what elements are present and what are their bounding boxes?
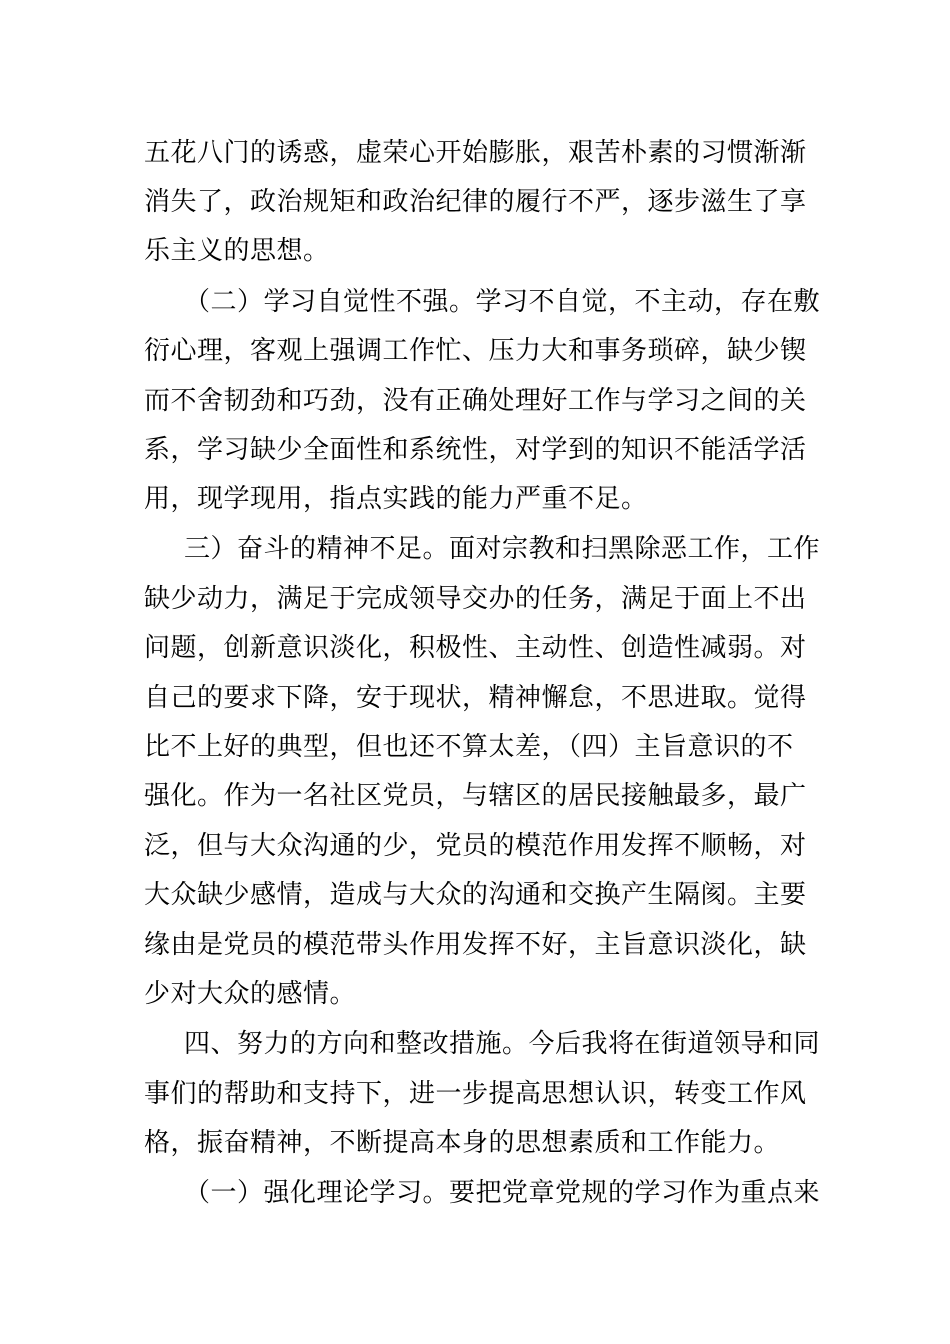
text-line: 自己的要求下降，安于现状，精神懈怠，不思进取。觉得 xyxy=(144,683,807,713)
text-line: 而不舍韧劲和巧劲，没有正确处理好工作与学习之间的关 xyxy=(144,386,807,416)
text-line: 衍心理，客观上强调工作忙、压力大和事务琐碎，缺少锲 xyxy=(144,336,807,366)
text-line: 事们的帮助和支持下，进一步提高思想认识，转变工作风 xyxy=(144,1079,807,1109)
text-line: 格，振奋精神，不断提高本身的思想素质和工作能力。 xyxy=(144,1128,781,1158)
text-line: 缺少动力，满足于完成领导交办的任务，满足于面上不出 xyxy=(144,584,807,614)
text-line: 少对大众的感情。 xyxy=(144,979,357,1009)
paragraph-heading-line: （二）学习自觉性不强。学习不自觉，不主动，存在敷 xyxy=(184,287,821,317)
text-line: 系，学习缺少全面性和系统性，对学到的知识不能活学活 xyxy=(144,435,807,465)
text-line: 比不上好的典型，但也还不算太差，（四）主旨意识的不 xyxy=(144,732,794,762)
text-line: 缘由是党员的模范带头作用发挥不好，主旨意识淡化，缺 xyxy=(144,930,807,960)
paragraph-heading-line: 三）奋斗的精神不足。面对宗教和扫黑除恶工作，工作 xyxy=(184,534,821,564)
text-line: 泛，但与大众沟通的少，党员的模范作用发挥不顺畅，对 xyxy=(144,831,807,861)
paragraph-heading-line: （一）强化理论学习。要把党章党规的学习作为重点来 xyxy=(184,1178,821,1208)
text-line: 大众缺少感情，造成与大众的沟通和交换产生隔阂。主要 xyxy=(144,880,807,910)
text-line: 用，现学现用，指点实践的能力严重不足。 xyxy=(144,484,648,514)
text-line: 五花八门的诱惑，虚荣心开始膨胀，艰苦朴素的习惯渐渐 xyxy=(144,138,807,168)
text-line: 强化。作为一名社区党员，与辖区的居民接触最多，最广 xyxy=(144,781,807,811)
paragraph-heading-line: 四、努力的方向和整改措施。今后我将在街道领导和同 xyxy=(184,1029,821,1059)
text-line: 乐主义的思想。 xyxy=(144,236,330,266)
text-line: 问题，创新意识淡化，积极性、主动性、创造性减弱。对 xyxy=(144,633,807,663)
text-line: 消失了，政治规矩和政治纪律的履行不严，逐步滋生了享 xyxy=(144,187,807,217)
